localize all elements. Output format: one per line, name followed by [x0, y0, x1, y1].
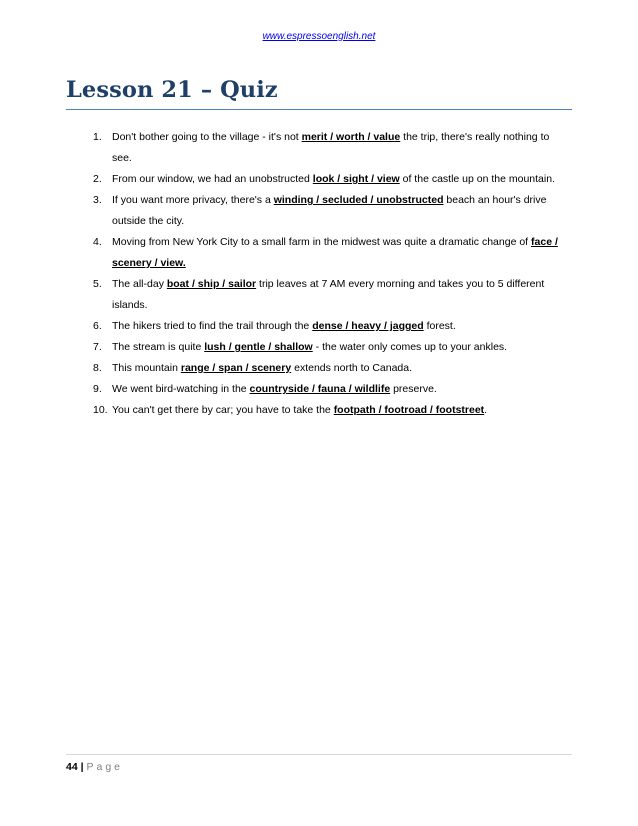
- quiz-question-9: [68, 379, 572, 400]
- question-text-after: extends north to Canada.: [291, 362, 413, 374]
- quiz-question-5: [68, 274, 572, 316]
- answer-options: dense / heavy / jagged: [312, 320, 424, 332]
- question-text-before: We went bird-watching in the: [112, 383, 250, 395]
- page-footer: [66, 761, 123, 773]
- question-text-before: Moving from New York City to a small farm in the midwest was quite a dramatic change of: [112, 236, 532, 248]
- question-number: 6.: [93, 320, 102, 332]
- footer-separator: |: [80, 761, 84, 773]
- footer-divider: [66, 754, 572, 755]
- question-text-after: - the water only comes up to your ankles.: [312, 341, 508, 353]
- question-number: 1.: [93, 131, 102, 143]
- lesson-title: Lesson 21 – Quiz: [66, 77, 278, 103]
- question-text-before: If you want more privacy, there's a: [112, 194, 274, 206]
- answer-options: boat / ship / sailor: [166, 278, 257, 290]
- quiz-question-3: [68, 190, 572, 232]
- answer-options: face / scenery / view.: [112, 236, 558, 269]
- quiz-list: [68, 127, 572, 421]
- question-number: 2.: [93, 173, 102, 185]
- quiz-question-7: [68, 337, 572, 358]
- question-number: 3.: [93, 194, 102, 206]
- question-text-before: The stream is quite: [112, 341, 205, 353]
- question-number: 7.: [93, 341, 102, 353]
- question-number: 8.: [93, 362, 102, 374]
- quiz-question-4: [68, 232, 572, 274]
- question-text-after: of the castle up on the mountain.: [399, 173, 555, 185]
- question-text-before: You can't get there by car; you have to take the: [112, 404, 334, 416]
- page-word: Page: [86, 761, 124, 773]
- quiz-question-1: [68, 127, 572, 169]
- question-text-after: trip leaves at 7 AM every morning and takes you to 5 different islands.: [112, 278, 545, 311]
- quiz-question-10: [68, 400, 572, 421]
- question-text-before: The hikers tried to find the trail through the: [112, 320, 313, 332]
- question-text-before: From our window, we had an unobstructed: [112, 173, 313, 185]
- answer-options: countryside / fauna / wildlife: [249, 383, 391, 395]
- question-number: 5.: [93, 278, 102, 290]
- question-number: 4.: [93, 236, 102, 248]
- answer-options: footpath / footroad / footstreet: [333, 404, 485, 416]
- answer-options: lush / gentle / shallow: [204, 341, 313, 353]
- website-link[interactable]: www.espressoenglish.net: [262, 31, 376, 42]
- question-text-after: forest.: [423, 320, 456, 332]
- page-header: [0, 31, 638, 42]
- question-text-after: .: [484, 404, 488, 416]
- answer-options: look / sight / view: [312, 173, 400, 185]
- answer-options: merit / worth / value: [301, 131, 401, 143]
- question-text-before: This mountain: [112, 362, 181, 374]
- page-number: 44: [66, 761, 78, 773]
- answer-options: winding / secluded / unobstructed: [273, 194, 444, 206]
- question-number: 9.: [93, 383, 102, 395]
- question-text-before: The all-day: [112, 278, 167, 290]
- answer-options: range / span / scenery: [180, 362, 292, 374]
- question-text-after: beach an hour's drive outside the city.: [112, 194, 547, 227]
- question-text-after: the trip, there's really nothing to see.: [112, 131, 550, 164]
- quiz-question-2: [68, 169, 572, 190]
- question-text-after: preserve.: [390, 383, 437, 395]
- question-text-before: Don't bother going to the village - it's not: [112, 131, 302, 143]
- title-divider: [66, 109, 572, 110]
- quiz-question-6: [68, 316, 572, 337]
- question-number: 10.: [93, 404, 108, 416]
- quiz-question-8: [68, 358, 572, 379]
